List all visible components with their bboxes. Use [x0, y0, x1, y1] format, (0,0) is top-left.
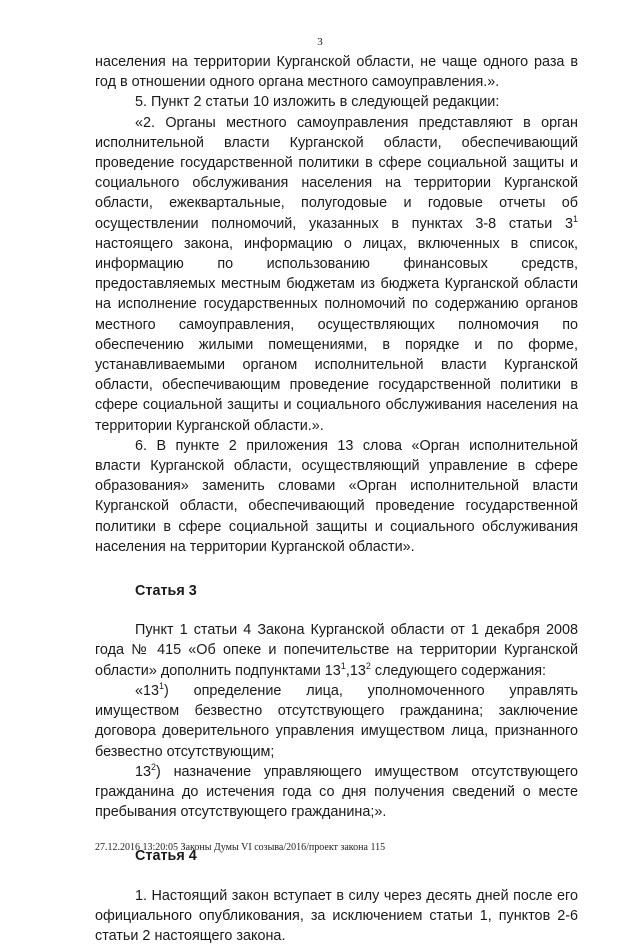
- superscript: 2: [151, 761, 157, 772]
- subitem-13-1: [95, 681, 578, 762]
- text: ,13: [345, 662, 366, 679]
- document-body: [95, 52, 578, 946]
- article-4-paragraph-1: 1. Настоящий закон вступает в силу через десять дней после его официального опубликования, за исключением статьи 1, пунктов 2-6 статьи 2 настоящего закона.: [95, 887, 578, 944]
- subitem-13-2: [95, 762, 578, 823]
- continuation-paragraph: населения на территории Курганской области, не чаще одного раза в год в отношении одного органа местного самоуправления.».: [95, 54, 578, 91]
- quoted-paragraph: [95, 113, 578, 436]
- superscript: 1: [572, 213, 578, 224]
- text: 13: [135, 763, 152, 780]
- text: ) определение лица, уполномоченного управлять имуществом безвестно отсутствующего гражданина; заключение договора доверительного управления имуществом лица, признанного безвестно отсутствующим;: [95, 682, 578, 760]
- quote-text-part2: настоящего закона, информацию о лицах, включенных в список, информацию по использованию финансовых средств, предоставляемых местным бюджетам из бюджета Курганской области на исполнение государственных полномочий по содержанию органов местного самоуправления, осуществляющих полномочия по обеспечению жилыми помещениями, в порядке и по форме, устанавливаемыми органом исполнительной власти Курганской области, обеспечивающим проведение государственной политики в сфере социальной защиты и социального обслуживания населения на территории Курганской области.».: [95, 235, 578, 434]
- text: следующего содержания:: [370, 662, 547, 679]
- article-4-heading: Статья 4: [135, 848, 197, 865]
- text: Пункт 1 статьи 4 Закона Курганской области от 1 декабря 2008 года № 415 «Об опеке и попечительстве на территории Курганской области» дополнить подпунктами 13: [95, 622, 578, 679]
- quote-text-part1: «2. Органы местного самоуправления представляют в орган исполнительной власти Курганской области, обеспечивающий проведение государственной политики в сфере социальной защиты и социального обслуживания населения на территории Курганской области, ежеквартальные, полугодовые и годовые отчеты об осуществлении полномочий, указанных в пунктах 3-8 статьи 3: [95, 114, 578, 232]
- footer-path: 27.12.2016 13:20:05 Законы Думы VI созыва/2016/проект закона 115: [95, 842, 386, 853]
- text: ) назначение управляющего имуществом отсутствующего гражданина до истечения года со дня получения сведений о месте пребывания отсутствующего гражданина;».: [95, 763, 578, 821]
- article-3-intro: [95, 620, 578, 681]
- text: «13: [135, 682, 160, 699]
- item-5-paragraph: 5. Пункт 2 статьи 10 изложить в следующей редакции:: [135, 94, 500, 111]
- item-6-paragraph: 6. В пункте 2 приложения 13 слова «Орган исполнительной власти Курганской области, осуществляющий управление в сфере образования» заменить словами «Орган исполнительной власти Курганской области, обеспечивающий проведение государственной политики в сфере социальной защиты и социального обслуживания населения на территории Курганской области».: [95, 437, 578, 555]
- superscript: 1: [159, 680, 165, 691]
- superscript: 2: [365, 660, 371, 671]
- article-3-heading: Статья 3: [135, 583, 197, 600]
- superscript: 1: [340, 660, 346, 671]
- page-number: 3: [317, 36, 323, 48]
